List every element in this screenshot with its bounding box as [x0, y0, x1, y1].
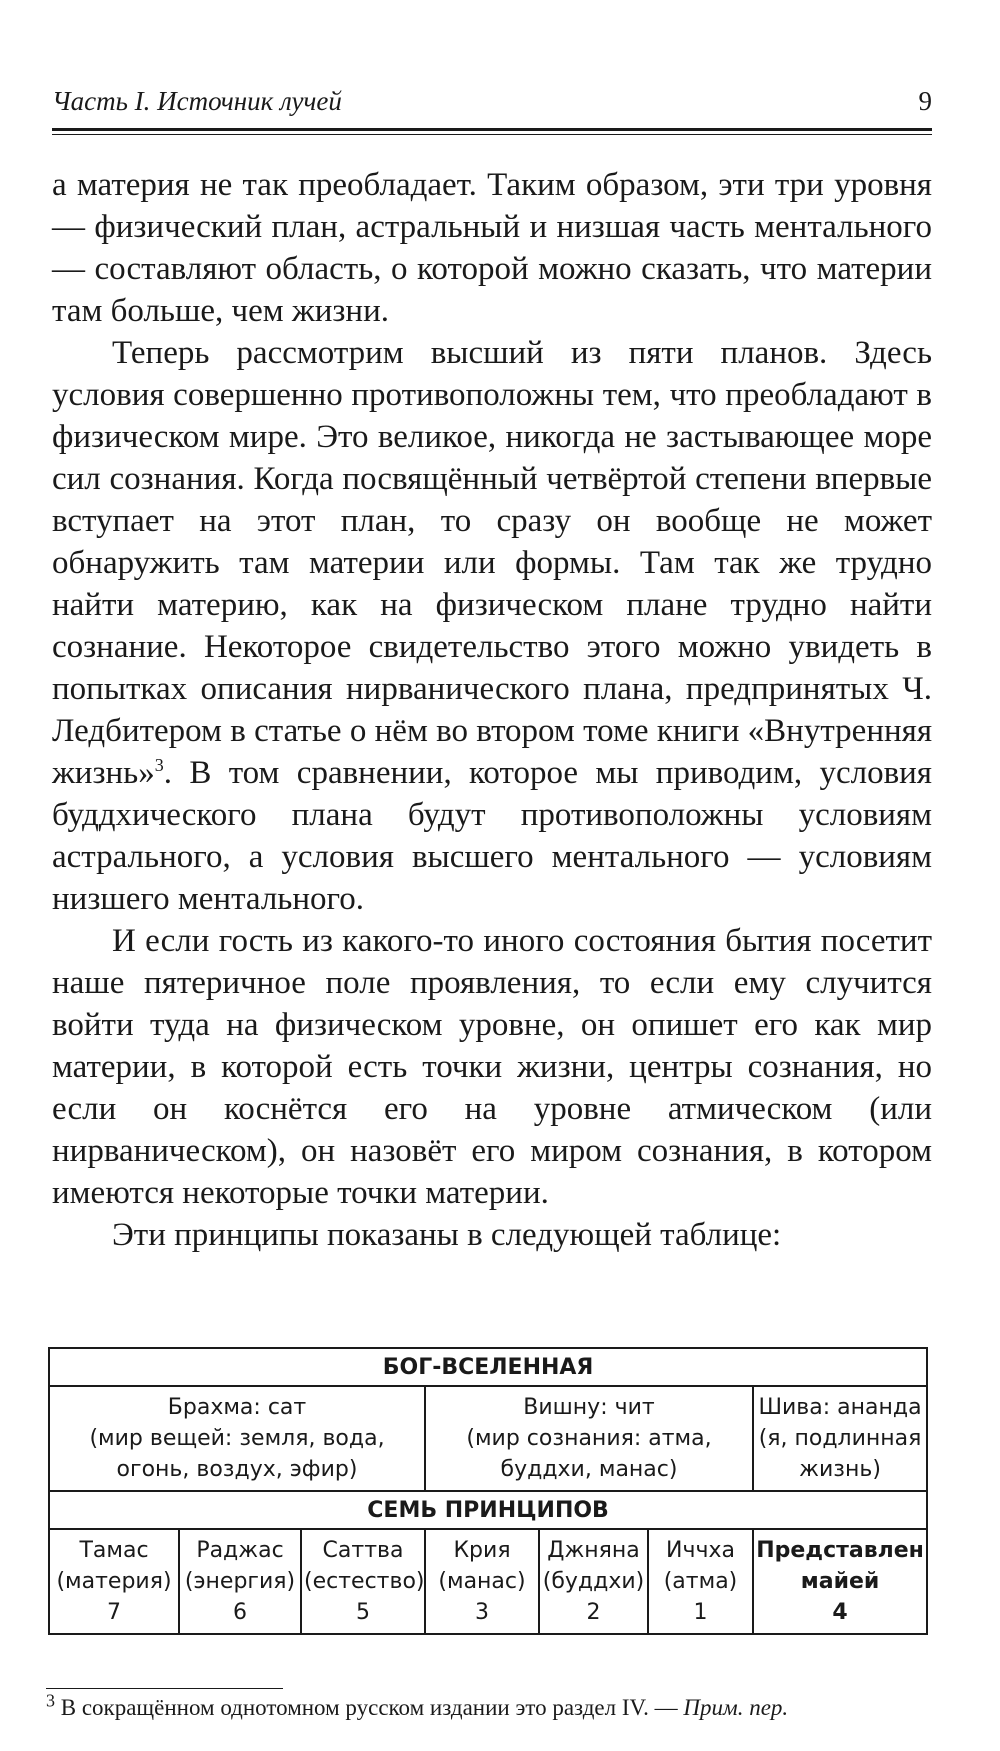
principle-number: 3: [475, 1600, 489, 1625]
principle-meaning: (манас): [438, 1569, 526, 1594]
table-title-row: [49, 1348, 927, 1386]
principle-cell: [753, 1529, 927, 1634]
principle-cell: [179, 1529, 301, 1634]
paragraph-2: [52, 332, 932, 920]
principle-number: 5: [356, 1600, 370, 1625]
table-title: БОГ-ВСЕЛЕННАЯ: [49, 1348, 927, 1386]
principle-name: Иччха: [666, 1538, 735, 1563]
header-rule-thin: [52, 134, 932, 135]
principle-meaning: (естество): [304, 1569, 425, 1594]
principle-name: Саттва: [322, 1538, 404, 1563]
principle-number: 7: [107, 1600, 121, 1625]
aspect-line: (мир сознания: атма,: [466, 1426, 712, 1451]
footnote-reference: 3: [154, 755, 164, 775]
principle-number: 1: [693, 1600, 708, 1625]
header-rule-thick: [52, 128, 932, 131]
aspect-line: (я, подлинная: [758, 1426, 922, 1451]
principle-cell: [539, 1529, 648, 1634]
principle-number: 2: [586, 1600, 601, 1625]
principle-number: 6: [233, 1600, 247, 1625]
principle-cell: [425, 1529, 539, 1634]
paragraph-2-continuation: . В том сравнении, которое мы приводим, условия буддхического плана будут противоположны условиям астрального, а условия высшего ментального — условиям низшего ментального.: [52, 755, 932, 917]
principle-meaning: (атма): [663, 1569, 738, 1594]
aspect-line: огонь, воздух, эфир): [116, 1457, 358, 1482]
aspect-line: жизнь): [799, 1457, 881, 1482]
principle-cell: [301, 1529, 425, 1634]
running-title: Часть I. Источник лучей: [52, 86, 342, 116]
page-header: [52, 86, 932, 126]
footnote-text: В сокращённом однотомном русском издании это раздел IV. —: [60, 1695, 684, 1720]
principle-meaning: (материя): [56, 1569, 172, 1594]
paragraph-2-text: Теперь рассмотрим высший из пяти планов. Здесь условия совершенно противоположны тем, что преобладают в физическом мире. Это великое, никогда не застывающее море сил сознания. Когда посвящённый четвёртой степени впервые вступает на этот план, то сразу он вообще не может обнаружить там материи или формы. Там так же трудно найти материю, как на физическом плане трудно найти сознание. Некоторое свидетельство этого можно увидеть в попытках описания нирванического плана, предпринятых Ч. Ледбитером в статье о нём во втором томе книги «Внутренняя жизнь»: [52, 335, 932, 791]
principle-number: 4: [832, 1600, 848, 1625]
aspect-line: Вишну: чит: [523, 1395, 655, 1420]
principle-meaning: (энергия): [184, 1569, 296, 1594]
principles-title-row: [49, 1491, 927, 1529]
footnote-marker: 3: [46, 1690, 55, 1711]
principle-name: Джняна: [547, 1538, 640, 1563]
aspect-cell-brahma: [49, 1386, 425, 1491]
principle-meaning: (буддхи): [542, 1569, 645, 1594]
paragraph-4: Эти принципы показаны в следующей таблице:: [112, 1217, 782, 1253]
page-number: 9: [918, 86, 932, 116]
principles-title: СЕМЬ ПРИНЦИПОВ: [49, 1491, 927, 1529]
aspect-cell-shiva: [753, 1386, 927, 1491]
aspect-cell-vishnu: [425, 1386, 753, 1491]
principle-name: Представлен: [756, 1538, 924, 1563]
aspect-line: Шива: ананда: [758, 1395, 922, 1420]
principles-row: [49, 1529, 927, 1634]
aspect-line: буддхи, манас): [500, 1457, 678, 1482]
footnote-rule: [46, 1688, 283, 1689]
principle-name: Тамас: [79, 1538, 149, 1563]
aspect-line: Брахма: сат: [167, 1395, 307, 1420]
aspects-row: [49, 1386, 927, 1491]
principles-table-wrapper: [48, 1347, 926, 1635]
principle-name: Крия: [453, 1538, 511, 1563]
footnote: [46, 1690, 789, 1721]
principle-cell: [648, 1529, 753, 1634]
principle-name: Раджас: [196, 1538, 284, 1563]
principle-cell: [49, 1529, 179, 1634]
principle-meaning: майей: [800, 1569, 880, 1594]
aspect-line: (мир вещей: земля, вода,: [89, 1426, 385, 1451]
footnote-attribution: Прим. пер.: [683, 1695, 789, 1720]
body-text: [52, 164, 932, 1256]
principles-table: [48, 1347, 928, 1635]
paragraph-3: И если гость из какого-то иного состояния бытия посетит наше пятеричное поле проявления, то если ему случится войти туда на физическом уровне, он опишет его как мир материи, в которой есть точки жизни, центры сознания, но если он коснётся его на уровне атмическом (или нирваническом), он назовёт его миром сознания, в котором имеются некоторые точки материи.: [52, 923, 932, 1211]
paragraph-1: а материя не так преобладает. Таким образом, эти три уровня — физический план, астральный и низшая часть ментального — составляют область, о которой можно сказать, что материи там больше, чем жизни.: [52, 167, 932, 329]
